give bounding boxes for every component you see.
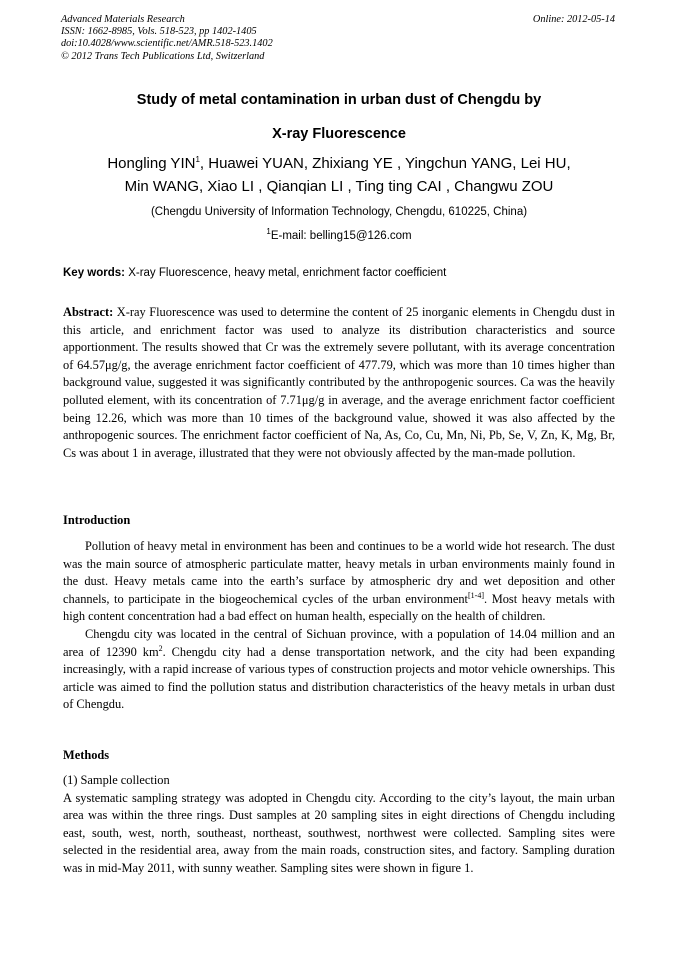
copyright-line: © 2012 Trans Tech Publications Ltd, Switzerland	[61, 50, 265, 62]
abstract	[63, 304, 615, 462]
paper-title-line-2: X-ray Fluorescence	[272, 126, 406, 142]
introduction-paragraph-1: Pollution of heavy metal in environment has been and continues to be a world wide hot research. The dust was the main source of atmospheric particulate matter, heavy metals in urban environments mainly found in the dust. Heavy metals came into the earth’s surface by atmospheric dry and wet deposition and other channels, to participate in the biogeochemical cycles of the urban environment[1-4]. Most heavy metals with high content concentration had a bad effect on human health, especially on the health of children.	[63, 539, 615, 624]
doi-line: doi:10.4028/www.scientific.net/AMR.518-523.1402	[61, 38, 273, 50]
methods-body	[63, 772, 615, 878]
introduction-body	[63, 538, 615, 714]
introduction-paragraph-2: Chengdu city was located in the central of Sichuan province, with a population of 14.04 million and an area of 12390 $km^2$. Chengdu city had a dense transportation network, and the city had been expanding increasingly, with a rapid increase of various types of construction projects and motor vehicle ownerships. This article was aimed to find the pollution status and distribution characteristics of the heavy metals in urban dust of Chengdu.	[63, 626, 615, 712]
author-line-1-rest: , Huawei YUAN, Zhixiang YE , Yingchun YANG, Lei HU,	[199, 155, 571, 172]
km-squared-sup: 2	[158, 643, 163, 653]
author-list	[0, 152, 678, 198]
keywords-label: Key words:	[63, 267, 125, 279]
keywords-text: X-ray Fluorescence, heavy metal, enrichment factor coefficient	[125, 267, 447, 279]
affiliation: (Chengdu University of Information Technology, Chengdu, 610225, China)	[150, 206, 528, 218]
journal-header	[61, 14, 615, 63]
sample-collection-subheading: (1) Sample collection	[63, 773, 170, 787]
author-line-1	[0, 152, 678, 175]
first-author: Hongling YIN	[107, 155, 196, 172]
email-text: E-mail: belling15@126.com	[270, 230, 412, 242]
abstract-text: X-ray Fluorescence was used to determine the content of 25 inorganic elements in Chengdu dust in this article, and enrichment factor was used to analyze its distribution characteristics and source apportionment. The results showed that Cr was the extremely severe pollutant, with its average concentration of 64.57μg/g, the average enrichment factor coefficient of 477.79, which was more than 10 times higher than background value, suggested it was significantly contributed by the anthropogenic sources. Ca was the heavily polluted element, with its concentration of 7.71μg/g in average, and the average enrichment factor coefficient being 12.26, which was more than 10 times of the background value, showed it was also affected by the anthropogenic sources. The enrichment factor coefficient of Na, As, Co, Cu, Mn, Ni, Pb, Se, V, Zn, K, Mg, Br, Cs was about 1 in average, illustrated that they were not obviously affected by the man-made pollution.	[63, 305, 615, 460]
author-affiliation-mark: 1	[195, 155, 200, 164]
email-line	[0, 227, 678, 242]
email-mark: 1	[266, 227, 271, 237]
methods-paragraph-1: A systematic sampling strategy was adopted in Chengdu city. According to the city’s layout, the main urban area was within the three rings. Dust samples at 20 sampling sites in eight directions of Chengdu including east, south, west, north, southeast, northeast, southwest, northwest were collected. Sampling sites were selected in the residential area, away from the main roads, construction sites, and factory. Sampling duration was in mid-May 2011, with sunny weather. Sampling sites were shown in figure 1.	[63, 790, 615, 875]
introduction-heading: Introduction	[63, 513, 131, 527]
paper-title-line-1: Study of metal contamination in urban dust of Chengdu by	[136, 92, 542, 108]
keywords	[63, 267, 615, 279]
methods-heading: Methods	[63, 748, 110, 762]
citation-ref: [1-4]	[467, 590, 484, 600]
abstract-label: Abstract:	[63, 305, 114, 319]
author-line-2: Min WANG, Xiao LI , Qianqian LI , Ting ting CAI , Changwu ZOU	[124, 178, 554, 195]
issn-line: ISSN: 1662-8985, Vols. 518-523, pp 1402-1405	[61, 26, 257, 38]
online-date: Online: 2012-05-14	[532, 14, 615, 25]
journal-name: Advanced Materials Research	[61, 14, 185, 25]
